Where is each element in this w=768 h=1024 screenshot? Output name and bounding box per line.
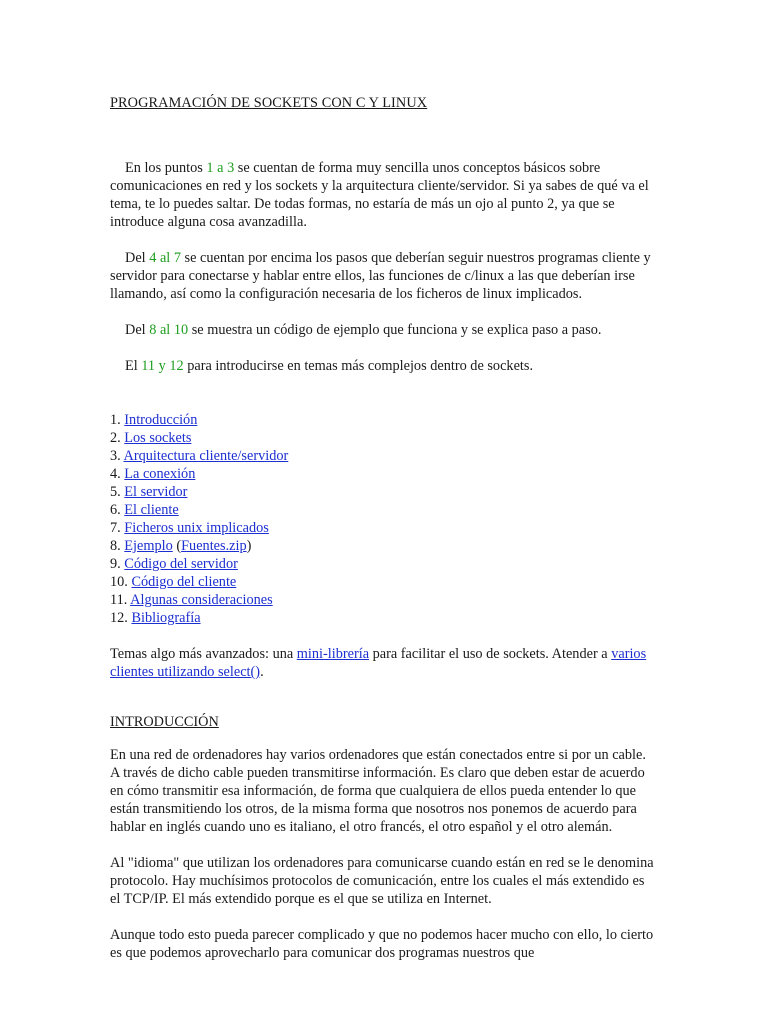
toc-item: [110, 519, 658, 537]
intro-paragraph-4: [110, 357, 658, 375]
toc-number: 6.: [110, 502, 125, 518]
toc-paren-close: ): [246, 538, 252, 554]
toc-link-ejemplo[interactable]: Ejemplo: [124, 538, 173, 554]
toc-number: 9.: [110, 556, 125, 572]
document-page: [110, 94, 658, 962]
mini-libreria-link[interactable]: mini-librería: [296, 646, 370, 662]
toc-number: 4.: [110, 466, 125, 482]
toc-link-ficheros-unix[interactable]: Ficheros unix implicados: [124, 520, 269, 536]
toc-link-fuentes-zip[interactable]: Fuentes.zip: [181, 538, 247, 554]
section-heading-introduccion: INTRODUCCIÓN: [110, 714, 219, 730]
toc-link-codigo-cliente[interactable]: Código del cliente: [131, 574, 237, 590]
table-of-contents: [110, 411, 658, 627]
range-highlight: 8 al 10: [149, 322, 189, 338]
toc-item: [110, 411, 658, 429]
toc-item: [110, 483, 658, 501]
intro-body-paragraph-2: Al "idioma" que utilizan los ordenadores para comunicarse cuando están en red se le denomina protocolo. Hay muchísimos protocolos de comunicación, entre los cuales el más extendido es el TCP/IP. El más extendido porque es el que se utiliza en Internet.: [110, 855, 654, 907]
text-run: El: [125, 358, 142, 374]
toc-number: 8.: [110, 538, 125, 554]
toc-number: 3.: [110, 448, 124, 464]
toc-link-introduccion[interactable]: Introducción: [124, 412, 198, 428]
text-run: para facilitar el uso de sockets. Atender a: [369, 646, 612, 662]
advanced-topics-paragraph: [110, 645, 658, 681]
toc-item: [110, 573, 658, 591]
toc-link-consideraciones[interactable]: Algunas consideraciones: [130, 592, 273, 608]
toc-link-la-conexion[interactable]: La conexión: [124, 466, 196, 482]
toc-link-bibliografia[interactable]: Bibliografía: [131, 610, 201, 626]
text-run: se cuentan por encima los pasos que deberían seguir nuestros programas cliente y servidor para conectarse y hablar entre ellos, las funciones de c/linux a las que deberían irse llamando, así como la configuración necesaria de los ficheros de linux implicados.: [110, 250, 651, 302]
text-run: Temas algo más avanzados: una: [110, 646, 297, 662]
document-title: PROGRAMACIÓN DE SOCKETS CON C Y LINUX: [110, 95, 428, 111]
toc-number: 2.: [110, 430, 125, 446]
toc-item: [110, 465, 658, 483]
text-run: se cuentan de forma muy sencilla unos conceptos básicos sobre comunicaciones en red y los sockets y la arquitectura cliente/servidor. Si ya sabes de qué va el tema, te lo puedes saltar. De todas formas, no estaría de más un ojo al punto 2, ya que se introduce alguna cosa avanzadilla.: [110, 160, 649, 230]
toc-link-los-sockets[interactable]: Los sockets: [124, 430, 192, 446]
toc-link-codigo-servidor[interactable]: Código del servidor: [124, 556, 238, 572]
intro-body-paragraph-1: En una red de ordenadores hay varios ordenadores que están conectados entre si por un cable. A través de dicho cable pueden transmitirse información. Es claro que deben estar de acuerdo en cómo transmitir esa información, de forma que cualquiera de ellos pueda entender lo que están transmitiendo los otros, de la misma forma que nosotros nos ponemos de acuerdo para hablar en inglés cuando uno es italiano, el otro francés, el otro español y el otro alemán.: [110, 747, 646, 835]
select-clients-link[interactable]: varios clientes utilizando select(): [110, 646, 647, 680]
toc-item: [110, 609, 658, 627]
toc-item: [110, 555, 658, 573]
range-highlight: 4 al 7: [149, 250, 181, 266]
toc-link-el-cliente[interactable]: El cliente: [124, 502, 179, 518]
toc-item: [110, 429, 658, 447]
text-run: En los puntos: [125, 160, 207, 176]
toc-number: 5.: [110, 484, 125, 500]
toc-number: 7.: [110, 520, 125, 536]
intro-paragraph-1: [110, 159, 658, 231]
toc-link-arquitectura[interactable]: Arquitectura cliente/servidor: [123, 448, 289, 464]
toc-number: 12.: [110, 610, 132, 626]
text-run: se muestra un código de ejemplo que funciona y se explica paso a paso.: [188, 322, 602, 338]
toc-item: [110, 501, 658, 519]
text-run: para introducirse en temas más complejos dentro de sockets.: [183, 358, 534, 374]
range-highlight: 1 a 3: [206, 160, 235, 176]
text-run: .: [260, 664, 264, 680]
toc-item: [110, 537, 658, 555]
text-run: Del: [125, 322, 150, 338]
intro-body-paragraph-3: Aunque todo esto pueda parecer complicado y que no podemos hacer mucho con ello, lo cierto es que podemos aprovecharlo para comunicar dos programas nuestros que: [110, 927, 654, 961]
range-highlight: 11 y 12: [141, 358, 184, 374]
intro-paragraph-3: [110, 321, 658, 339]
toc-number: 1.: [110, 412, 125, 428]
toc-number: 11.: [110, 592, 131, 608]
toc-item: [110, 591, 658, 609]
toc-item: [110, 447, 658, 465]
text-run: Del: [125, 250, 150, 266]
toc-link-el-servidor[interactable]: El servidor: [124, 484, 188, 500]
intro-paragraph-2: [110, 249, 658, 303]
toc-paren-open: (: [172, 538, 182, 554]
toc-number: 10.: [110, 574, 132, 590]
